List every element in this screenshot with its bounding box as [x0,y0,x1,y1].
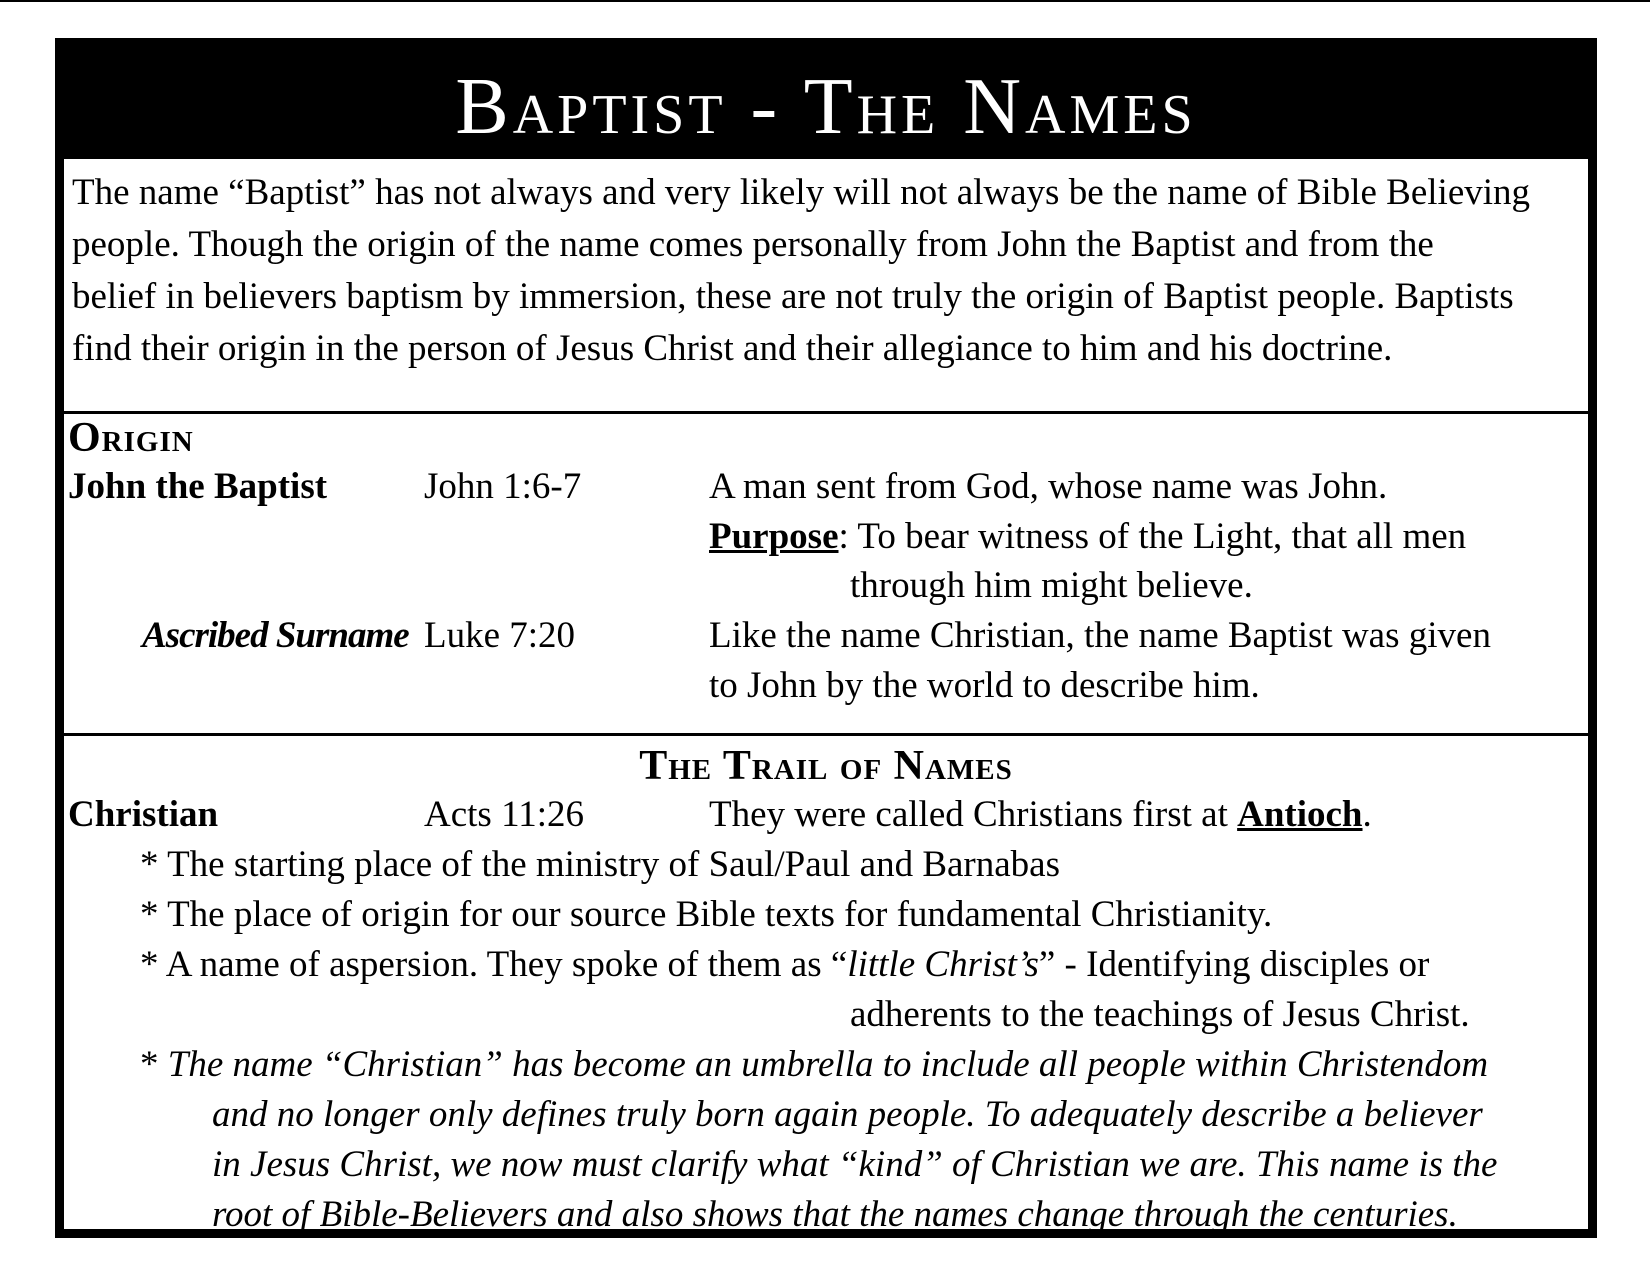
bullet-starting-place: * The starting place of the ministry of Saul/Paul and Barnabas [140,844,1060,885]
purpose-text: To bear witness of the Light, that all men [857,516,1467,557]
top-rule [0,0,1650,2]
bullet-aspersion-continuation: adherents to the teachings of Jesus Christ. [850,994,1470,1035]
origin-heading: Origin [68,415,194,461]
luke-reference: Luke 7:20 [424,615,576,656]
christian-description-text: They were called Christians first at [709,794,1238,835]
surname-description-continuation: to John by the world to describe him. [709,665,1260,706]
bullet-aspersion-text: * A name of aspersion. They spoke of them as “ [140,944,848,985]
christian-label: Christian [68,794,219,835]
trail-section [64,733,1588,1241]
origin-section [64,411,1588,734]
intro-line: The name “Baptist” has not always and very likely will not always be the name of Bible Believing [72,172,1531,213]
bullet-aspersion [140,943,1429,987]
purpose-label: Purpose [709,516,839,557]
intro-paragraph [72,167,1582,375]
page-title: Baptist - The Names [64,47,1588,159]
antioch-text: Antioch [1237,794,1363,835]
purpose-line [709,515,1466,559]
purpose-continuation: through him might believe. [850,565,1253,606]
little-christs-text: little Christ’s [847,944,1039,985]
intro-line: people. Though the origin of the name comes personally from John the Baptist and from the [72,224,1434,265]
handout-sheet [55,38,1597,1238]
intro-line: belief in believers baptism by immersion, these are not truly the origin of Baptist people. Baptists [72,276,1514,317]
intro-section [64,159,1588,409]
bullet-umbrella-line-2: and no longer only defines truly born again people. To adequately describe a believer [212,1094,1483,1135]
bullet-umbrella [140,1043,1488,1087]
christian-description [709,793,1372,837]
bullet-star: * [140,1044,168,1085]
christian-description-end: . [1362,794,1372,835]
trail-heading: The Trail of Names [639,743,1013,789]
surname-description: Like the name Christian, the name Baptist was given [709,615,1491,656]
john-the-baptist-label: John the Baptist [68,466,328,507]
john-reference: John 1:6-7 [424,466,582,507]
purpose-colon: : [838,516,849,557]
bullet-aspersion-end: ” - Identifying disciples or [1038,944,1430,985]
bullet-umbrella-line-3: in Jesus Christ, we now must clarify what “kind” of Christian we are. This name is the [212,1144,1498,1185]
bullet-umbrella-line-4: root of Bible-Believers and also shows that the names change through the centuries. [212,1194,1458,1235]
intro-line: find their origin in the person of Jesus Christ and their allegiance to him and his doctrine. [72,328,1393,369]
john-description: A man sent from God, whose name was John. [709,466,1388,507]
ascribed-surname-label: Ascribed Surname [142,615,409,656]
bullet-umbrella-text: The name “Christian” has become an umbrella to include all people within Christendom [167,1044,1489,1085]
acts-reference: Acts 11:26 [424,794,584,835]
bullet-place-of-origin: * The place of origin for our source Bible texts for fundamental Christianity. [140,894,1273,935]
